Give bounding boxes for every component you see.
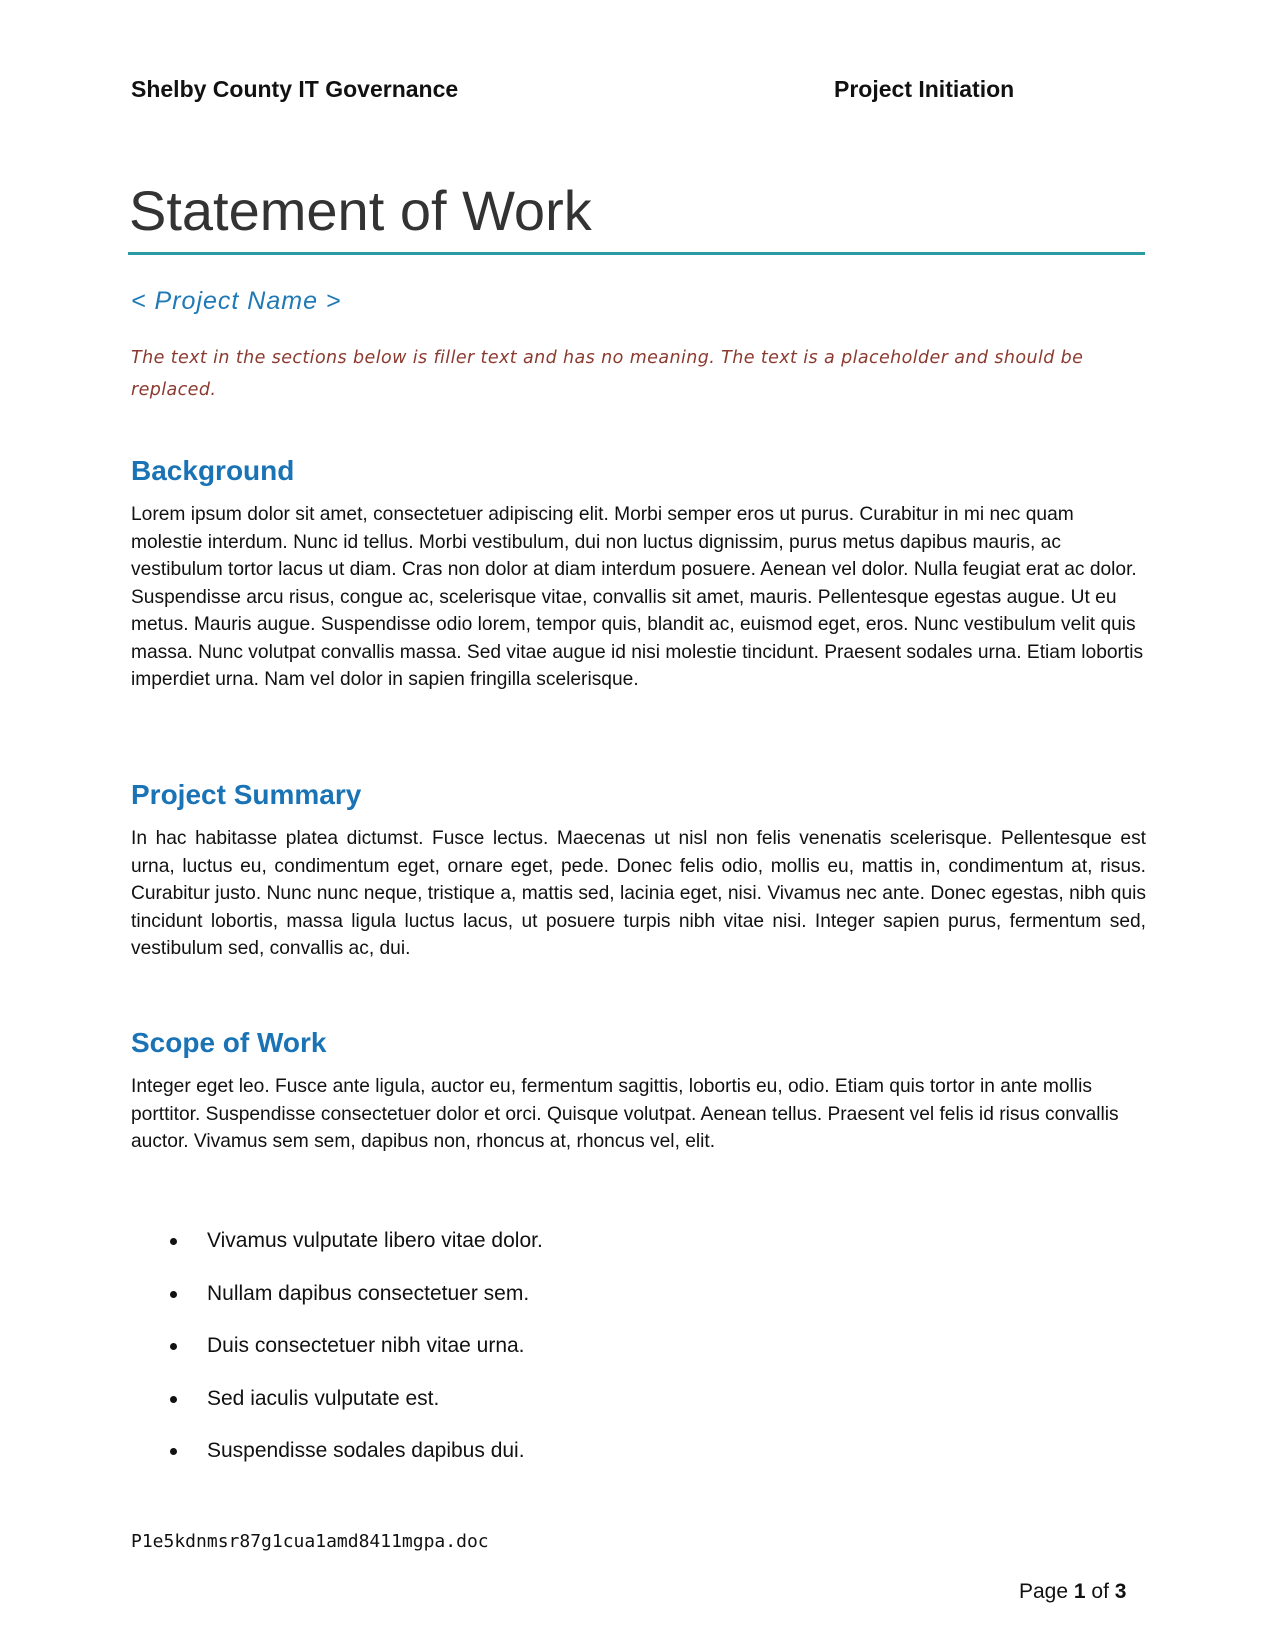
scope-bullet-list [160,1228,543,1491]
heading-scope-of-work: Scope of Work [131,1027,327,1058]
list-item-text: Nullam dapibus consectetuer sem. [207,1281,530,1305]
bullet-icon [170,1343,177,1350]
page-number [1019,1580,1126,1604]
scope-of-work-paragraph: Integer eget leo. Fusce ante ligula, auctor eu, fermentum sagittis, lobortis eu, odio. Etiam quis tortor in ante mollis porttitor. Suspendisse consectetuer dolor et orci. Quisque volutpat. Aenean tellus. Praesent vel felis id risus convallis auctor. Vivamus sem sem, dapibus non, rhoncus at, rhoncus vel, elit. [131,1076,1119,1152]
bullet-icon [170,1448,177,1455]
bullet-icon [170,1396,177,1403]
list-item [160,1386,543,1439]
list-item [160,1281,543,1334]
project-summary-paragraph: In hac habitasse platea dictumst. Fusce lectus. Maecenas ut nisl non felis venenatis scelerisque. Pellentesque est urna, luctus eu, condimentum eget, ornare eget, pede. Donec felis odio, mollis eu, mattis in, condimentum at, risus. Curabitur justo. Nunc nunc neque, tristique a, mattis sed, lacinia eget, nisi. Vivamus nec ante. Donec egestas, nibh quis tincidunt lobortis, massa ligula luctus lacus, ut posuere turpis nibh vitae nisi. Integer sapien purus, fermentum sed, vestibulum sed, convallis ac, dui. [131,828,1146,959]
list-item [160,1438,543,1491]
list-item-text: Vivamus vulputate libero vitae dolor. [207,1229,543,1252]
background-paragraph: Lorem ipsum dolor sit amet, consectetuer adipiscing elit. Morbi semper eros ut purus. Curabitur in mi nec quam molestie interdum. Nunc id tellus. Morbi vestibulum, dui non luctus dignissim, purus metus dapibus mauris, ac vestibulum tortor lacus ut diam. Cras non dolor at diam interdum posuere. Aenean vel dolor. Nulla feugiat erat ac dolor. Suspendisse arcu risus, congue ac, scelerisque vitae, convallis sit amet, mauris. Pellentesque egestas augue. Ut eu metus. Mauris augue. Suspendisse odio lorem, tempor quis, blandit ac, euismod eget, eros. Nunc vestibulum velit quis massa. Nunc volutpat convallis massa. Sed vitae augue id nisi molestie tincidunt. Praesent sodales urna. Etiam lobortis imperdiet urna. Nam vel dolor in sapien fringilla scelerisque. [131,504,1144,690]
heading-project-summary: Project Summary [131,779,362,810]
title-underline-rule [128,252,1145,255]
heading-background: Background [131,455,295,486]
list-item [160,1333,543,1386]
bullet-icon [170,1291,177,1298]
list-item-text: Suspendisse sodales dapibus dui. [207,1439,525,1462]
list-item-text: Duis consectetuer nibh vitae urna. [207,1334,525,1357]
header-organization: Shelby County IT Governance [131,76,459,102]
filler-text-note: The text in the sections below is filler text and has no meaning. The text is a placeholder and should be replaced. [131,348,1084,400]
bullet-icon [170,1238,177,1245]
list-item-text: Sed iaculis vulputate est. [207,1386,440,1410]
header-phase: Project Initiation [834,76,1015,102]
project-name-placeholder: < Project Name > [131,287,342,315]
page-of-label: of [1091,1580,1109,1603]
page-label: Page [1019,1580,1069,1603]
list-item [160,1228,543,1281]
footer-filename: P1e5kdnmsr87g1cua1amd8411mgpa.doc [131,1531,489,1552]
document-title: Statement of Work [129,179,592,242]
page-current: 1 [1073,1580,1086,1603]
page-total: 3 [1114,1580,1127,1603]
